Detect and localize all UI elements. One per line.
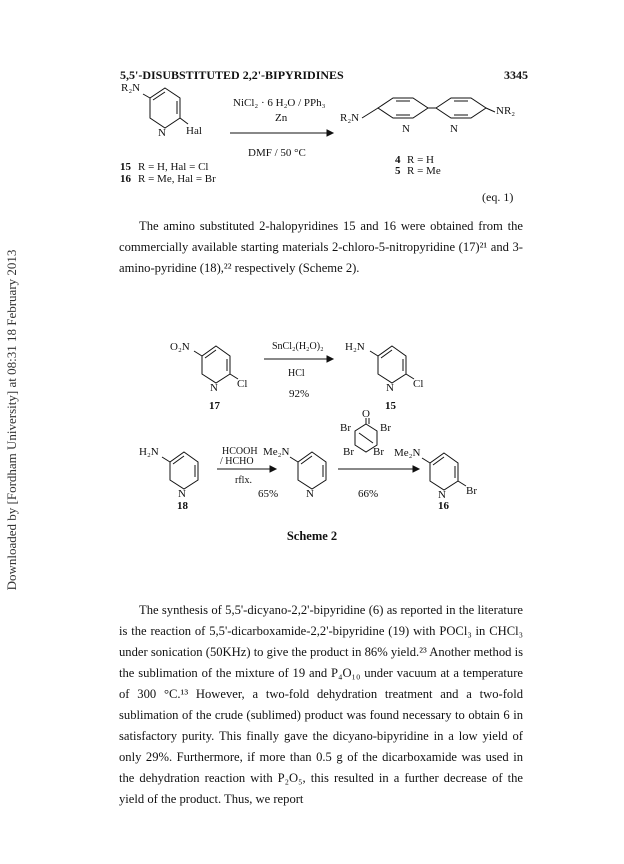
c17-n: N [210, 382, 218, 394]
c17-cl: Cl [237, 378, 248, 390]
r2-condition: rflx. [235, 475, 252, 486]
c17-substituent: O₂N [170, 341, 190, 353]
reactant-n: N [158, 127, 166, 139]
download-notice [0, 40, 26, 800]
running-header [120, 68, 528, 83]
product-left-substituent: R₂N [340, 112, 360, 124]
download-notice-text: Downloaded by [Fordham University] at 08:31 18 February 2013 [4, 249, 19, 591]
r2-yield: 65% [258, 488, 279, 500]
running-title: 5,5'-DISUBSTITUTED 2,2'-BIPYRIDINES [120, 68, 344, 82]
equation-label: (eq. 1) [482, 190, 514, 204]
compound-17-number: 17 [209, 400, 220, 412]
compound-16-number-scheme: 16 [438, 500, 449, 512]
brom-br2: Br [380, 422, 391, 434]
brom-br4: Br [373, 446, 384, 458]
c15-substituent: H₂N [345, 341, 365, 353]
compound-4-definition: R = H [407, 154, 434, 166]
r2-reagent-2: / HCHO [220, 456, 254, 467]
c15-cl: Cl [413, 378, 424, 390]
paragraph-2 [119, 600, 523, 810]
r1-reagent: SnCl₂(H₂O)₂ [272, 341, 324, 352]
reactant-substituent: R₂N [121, 82, 141, 94]
c16-substituent: Me₂N [394, 447, 421, 459]
eq1-reagent-mid: Zn [275, 112, 288, 124]
brom-o: O [362, 408, 370, 420]
compound-18-number: 18 [177, 500, 188, 512]
c16-n: N [438, 489, 446, 501]
compound-15-definition: R = H, Hal = Cl [138, 161, 209, 173]
product-right-substituent: NR₂ [496, 105, 516, 117]
r2-reagent-1: HCOOH [222, 446, 258, 457]
compound-16-definition: R = Me, Hal = Br [138, 173, 216, 185]
r1-acid: HCl [288, 368, 305, 379]
c18-n: N [178, 488, 186, 500]
c16-br: Br [466, 485, 477, 497]
compound-4-number: 4 [395, 154, 401, 166]
paragraph-1 [119, 216, 523, 279]
eq1-reagent-bottom: DMF / 50 °C [248, 147, 306, 159]
intermediate-n: N [306, 488, 314, 500]
compound-16-number: 16 [120, 173, 131, 185]
compound-15-number-scheme: 15 [385, 400, 396, 412]
eq1-reagent-top: NiCl₂ · 6 H₂O / PPh₃ [233, 97, 326, 109]
c18-substituent: H₂N [139, 446, 159, 458]
r3-yield: 66% [358, 488, 379, 500]
brom-br3: Br [343, 446, 354, 458]
product-n2: N [450, 123, 458, 135]
compound-5-definition: R = Me [407, 165, 441, 177]
paragraph-1-text: The amino substituted 2-halopyridines 15 and 16 were obtained from the commercially available starting materials 2-chloro-5-nitropyridine (17)²¹ and 3-amino-pyridine (18),²² respectively (Scheme 2). [119, 219, 523, 275]
compound-5-number: 5 [395, 165, 401, 177]
reactant-hal: Hal [186, 125, 202, 137]
compound-15-number: 15 [120, 161, 131, 173]
brom-br1: Br [340, 422, 351, 434]
c15-n: N [386, 382, 394, 394]
scheme-2-caption: Scheme 2 [286, 529, 338, 543]
product-n1: N [402, 123, 410, 135]
intermediate-substituent: Me₂N [263, 446, 290, 458]
paragraph-2-text: The synthesis of 5,5'-dicyano-2,2'-bipyridine (6) as reported in the literature is the reaction of 5,5'-dicarboxamide-2,2'-bipyridine (19) with POCl₃ in CHCl₃ under sonication (50KHz) to give the product in 86% yield.²³ Another method is the sublimation of the mixture of 19 and P₄O₁₀ under vacuum at a temperature of 300 °C.¹³ However, a two-fold dehydration treatment and a two-fold sublimation of the crude (sublimed) product was found necessary to obtain 6 in satisfactory purity. This finally gave the dicyano-bipyridine in a low yield of only 29%. Furthermore, if more than 0.5 g of the dicarboxamide was used in the dehydration reaction with P₂O₅, this resulted in a further decrease of the yield of the product. Thus, we report [119, 603, 523, 806]
page-number: 3345 [504, 68, 528, 82]
r1-yield: 92% [289, 388, 310, 400]
